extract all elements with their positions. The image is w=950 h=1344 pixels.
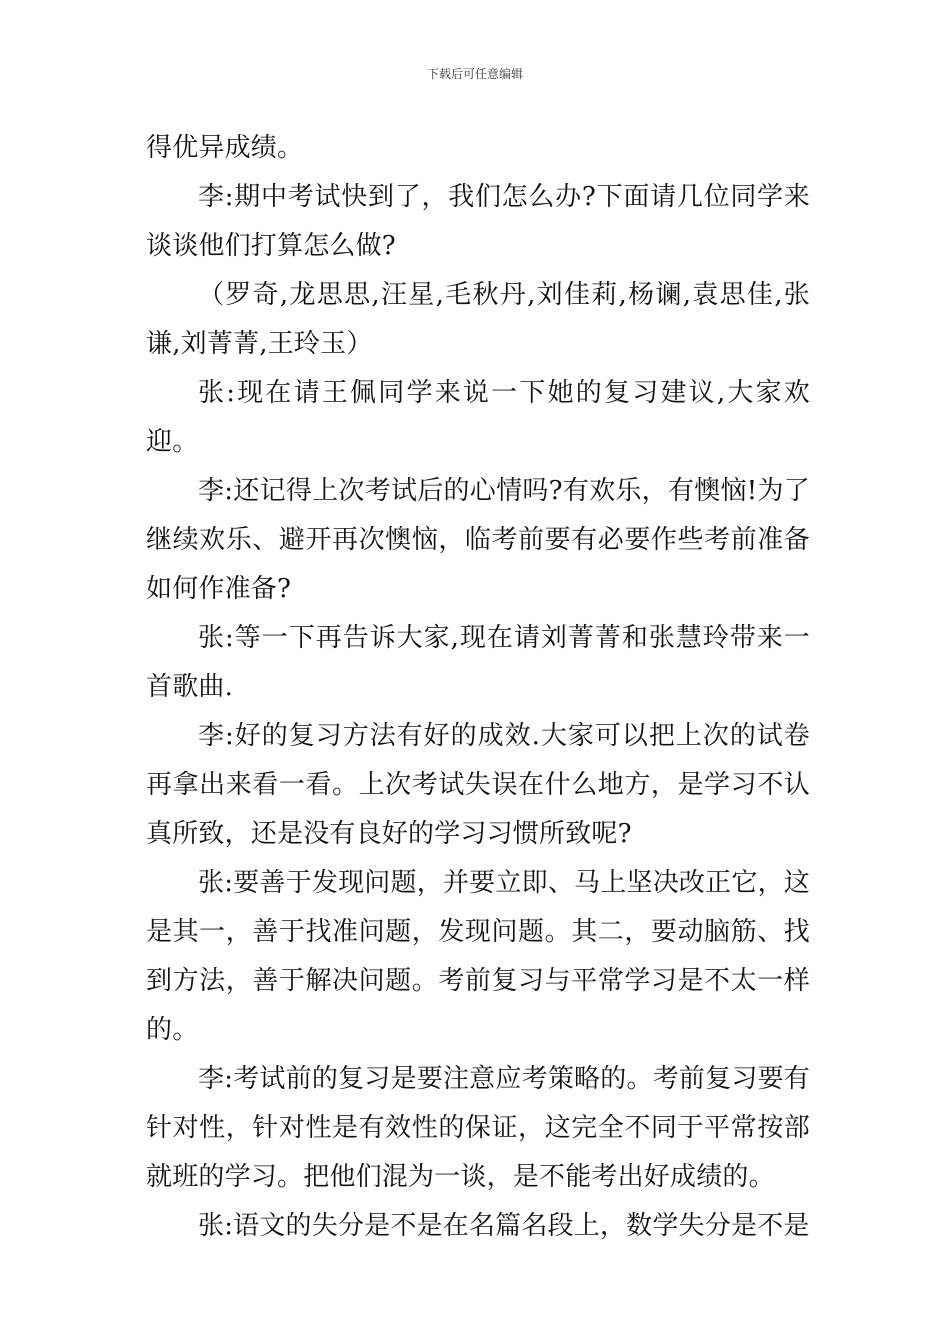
- paragraph-9: 李:考试前的复习是要注意应考策略的。考前复习要有针对性，针对性是有效性的保证，这完全不同于平常按部就班的学习。把他们混为一谈，是不能考出好成绩的。: [146, 1064, 810, 1192]
- page-header: 下载后可任意编辑: [426, 67, 523, 81]
- paragraph-8: 张:要善于发现问题，并要立即、马上坚决改正它，这是其一，善于找准问题，发现问题。其二，要动脑筋、找到方法，善于解决问题。考前复习与平常学习是不太一样的。: [146, 868, 810, 1045]
- paragraph-3: （罗奇,龙思思,汪星,毛秋丹,刘佳莉,杨谰,袁思佳,张谦,刘菁菁,王玲玉）: [146, 280, 810, 359]
- paragraph-4: 张:现在请王佩同学来说一下她的复习建议,大家欢迎。: [146, 378, 810, 457]
- paragraph-2: 李:期中考试快到了，我们怎么办?下面请几位同学来谈谈他们打算怎么做?: [146, 182, 810, 261]
- document-body: [146, 124, 810, 1251]
- paragraph-7: 李:好的复习方法有好的成效.大家可以把上次的试卷再拿出来看一看。上次考试失误在什么地方，是学习不认真所致，还是没有良好的学习习惯所致呢?: [146, 721, 810, 849]
- paragraph-1: 得优异成绩。: [146, 133, 304, 163]
- paragraph-6: 张:等一下再告诉大家,现在请刘菁菁和张慧玲带来一首歌曲.: [146, 623, 810, 702]
- paragraph-5: 李:还记得上次考试后的心情吗?有欢乐，有懊恼!为了继续欢乐、避开再次懊恼，临考前要有必要作些考前准备如何作准备?: [146, 476, 810, 604]
- paragraph-10: 张:语文的失分是不是在名篇名段上，数学失分是不是: [198, 1211, 810, 1241]
